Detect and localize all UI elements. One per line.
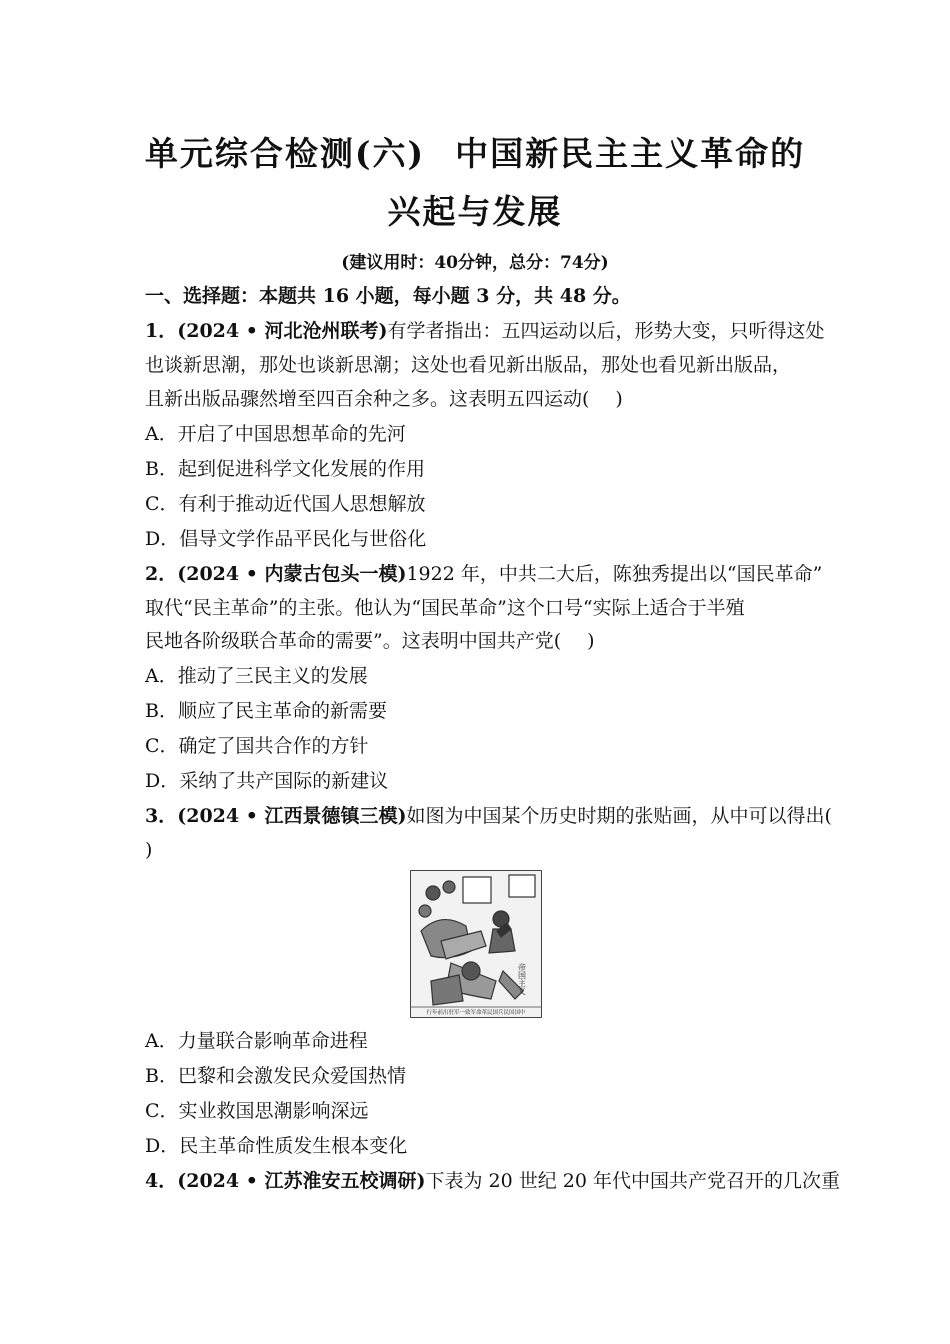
question-1-number: 1．: [145, 320, 178, 342]
question-1-option-c: C．有利于推动近代国人思想解放: [145, 493, 426, 515]
section-heading: 一、选择题：本题共 16 小题，每小题 3 分，共 48 分。: [145, 285, 631, 307]
question-2-stem-line-2: 取代“民主革命”的主张。他认为“国民革命”这个口号“实际上适合于半殖: [145, 597, 745, 619]
question-1-option-b: B．起到促进科学文化发展的作用: [145, 458, 425, 480]
question-3-option-a: A．力量联合影响革命进程: [145, 1030, 368, 1052]
question-1-stem-line-3: 且新出版品骤然增至四百余种之多。这表明五四运动( ): [145, 388, 623, 410]
question-3-option-c: C．实业救国思潮影响深远: [145, 1100, 369, 1122]
question-1-stem-line-1: 1．(2024 • 河北沧州联考)有学者指出：五四运动以后，形势大变，只听得这处: [145, 320, 825, 342]
poster-caption: 行年前出驻军一致军命革民国兵民国国中: [426, 1010, 526, 1016]
question-1-source: (2024 • 河北沧州联考): [177, 320, 388, 342]
question-2-stem-line-1: 2．(2024 • 内蒙古包头一模)1922 年，中共二大后，陈独秀提出以“国民革命”: [145, 563, 823, 585]
poster-illustration: [410, 870, 542, 1018]
question-3-source: (2024 • 江西景德镇三模): [177, 805, 407, 827]
question-2-option-b: B．顺应了民主革命的新需要: [145, 700, 387, 722]
page-title-line-1: [0, 128, 950, 175]
time-and-score-note: (建议用时：40分钟，总分：74分): [341, 253, 609, 273]
question-4-stem-line-1: 4．(2024 • 江苏淮安五校调研)下表为 20 世纪 20 年代中国共产党召开的几次重: [145, 1170, 840, 1192]
question-2-option-a: A．推动了三民主义的发展: [145, 665, 368, 687]
question-3-stem-line-2: ): [145, 839, 153, 861]
question-4-source: (2024 • 江苏淮安五校调研): [177, 1170, 426, 1192]
title-part-b: 中国新民主主义革命的: [455, 134, 806, 173]
title-part-a: 单元综合检测(六): [144, 134, 426, 173]
question-1-stem-line-2: 也谈新思潮，那处也谈新思潮；这处也看见新出版品，那处也看见新出版品，: [145, 354, 792, 376]
question-1-option-d: D．倡导文学作品平民化与世俗化: [145, 528, 427, 550]
question-3-option-b: B．巴黎和会激发民众爱国热情: [145, 1065, 406, 1087]
question-2-number: 2．: [145, 563, 178, 585]
question-3-number: 3．: [145, 805, 178, 827]
question-3-option-d: D．民主革命性质发生根本变化: [145, 1135, 408, 1157]
question-2-option-d: D．采纳了共产国际的新建议: [145, 770, 389, 792]
question-4-number: 4．: [145, 1170, 178, 1192]
page-title-line-2: 兴起与发展: [387, 192, 563, 231]
poster-label: 帝国主义: [517, 963, 527, 995]
question-2-stem-line-3: 民地各阶级联合革命的需要”。这表明中国共产党( ): [145, 630, 595, 652]
question-1-option-a: A．开启了中国思想革命的先河: [145, 423, 406, 445]
question-2-source: (2024 • 内蒙古包头一模): [177, 563, 407, 585]
question-3-stem-line-1: 3．(2024 • 江西景德镇三模)如图为中国某个历史时期的张贴画，从中可以得出(: [145, 805, 832, 827]
question-2-option-c: C．确定了国共合作的方针: [145, 735, 369, 757]
poster-drawing: [411, 871, 541, 1017]
